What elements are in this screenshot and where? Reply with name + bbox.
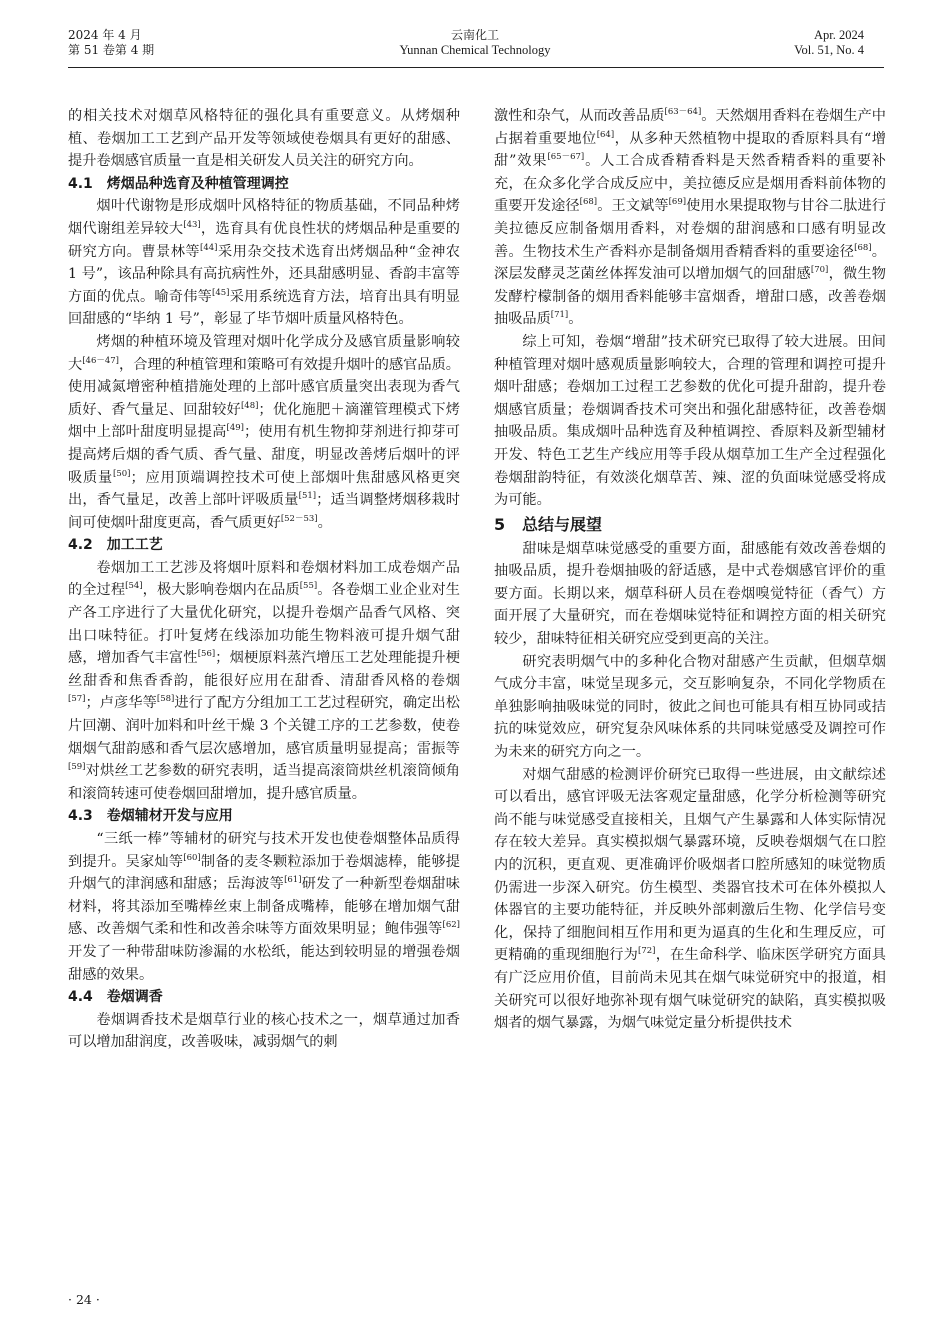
paragraph: 烟叶代谢物是形成烟叶风格特征的物质基础，不同品种烤烟代谢组差异较大[43]，选育具有优良性状的烤烟品种是重要的研究方向。曹景林等[44]采用杂交技术选育出烤烟品种“金神农 1 号”，该品种除具有高抗病性外，还具甜感明显、香韵丰富等方面的优点。喻奇伟等[45]采用系统选育方法，培育出具有明显回甜感的“毕纳 1 号”，彰显了毕节烟叶质量风格特色。	[68, 198, 460, 328]
header-date-cn: 2024 年 4 月	[68, 28, 142, 42]
citation: [49]	[226, 423, 244, 434]
citation: [63－64]	[664, 107, 702, 117]
section-heading-4-4: 4.4 卷烟调香	[68, 989, 163, 1006]
left-column	[68, 105, 460, 1054]
section-heading-4-2: 4.2 加工工艺	[68, 537, 163, 554]
journal-name-en: Yunnan Chemical Technology	[399, 43, 551, 57]
citation: [45]	[212, 287, 230, 298]
citation: [54]	[125, 581, 143, 592]
header-date-en: Apr. 2024	[814, 28, 864, 42]
paragraph: 对烟气甜感的检测评价研究已取得一些进展，由文献综述可以看出，感官评吸无法客观定量甜感，化学分析检测等研究尚不能与味觉感受直接相关，且烟气产生暴露和人体实际情况存在较大差异。真实模拟烟气暴露环境，反映卷烟烟气在口腔内的沉积，更直观、更准确评价吸烟者口腔所感知的味觉物质仍需进一步深入研究。仿生模型、类器官技术可在体外模拟人体器官的主要功能特征，并反映外部刺激后生物、化学信号变化，保持了细胞间相互作用和更为逼真的生化和生理反应，可更精确的重现细胞行为[72]，在生命科学、临床医学研究方面具有广泛应用价值，目前尚未见其在烟气味觉研究中的报道，相关研究可以很好地弥补现有烟气味觉研究的缺陷，真实模拟吸烟者的烟气暴露，为烟气味觉定量分析提供技术	[494, 766, 886, 1032]
citation: [71]	[550, 310, 569, 321]
citation: [55]	[299, 581, 318, 592]
section-title: 总结与展望	[522, 514, 603, 534]
citation: [60]	[183, 852, 201, 863]
citation: [70]	[810, 265, 829, 276]
citation: [62]	[442, 920, 460, 931]
citation: [64]	[596, 129, 615, 140]
citation: [48]	[240, 400, 259, 411]
section-heading-5	[494, 512, 886, 538]
header-volume-en: Vol. 51, No. 4	[794, 43, 864, 57]
header-rule	[68, 67, 884, 68]
citation: [50]	[113, 468, 131, 479]
citation: [51]	[298, 491, 317, 502]
citation: [69]	[668, 197, 687, 208]
paragraph: 激性和杂气，从而改善品质[63－64]。天然烟用香料在卷烟生产中占据着重要地位[64]，从多种天然植物中提取的香原料具有“增甜”效果[65－67]。人工合成香精香料是天然香精香料的重要补充，在众多化学合成反应中，美拉德反应是烟用香料前体物的重要开发途径[68]。王文斌等[69]使用水果提取物与甘谷二肽进行美拉德反应制备烟用香料，对卷烟的甜润感和口感有明显改善。生物技术生产香料亦是制备烟用香精香料的重要途径[68]。深层发酵灵芝菌丝体挥发油可以增加烟气的回甜感[70]，微生物发酵柠檬制备的烟用香料能够丰富烟香，增甜口感，改善卷烟抽吸品质[71]。	[494, 107, 886, 328]
paragraph: 研究表明烟气中的多种化合物对甜感产生贡献，但烟草烟气成分丰富，味觉呈现多元，交互影响复杂，不同化学物质在单独影响抽吸味觉的同时，彼此之间也可能具有相互协同或拮抗的味觉效应，研究复杂风味体系的共同味觉感受及调控可作为未来的研究方向之一。	[494, 653, 886, 761]
header-volume-cn: 第 51 卷第 4 期	[68, 43, 155, 57]
citation: [43]	[183, 219, 201, 230]
citation: [72]	[638, 946, 656, 957]
citation: [56]	[197, 649, 216, 660]
paragraph: 甜味是烟草味觉感受的重要方面，甜感能有效改善卷烟的抽吸品质，提升卷烟抽吸的舒适感，是中式卷烟感官评价的重要方面。长期以来，烟草科研人员在卷烟嗅觉特征（香气）方面开展了大量研究，而在卷烟味觉特征和调控方面的相关研究较少，甜味特征相关研究应受到更高的关注。	[494, 540, 886, 648]
citation: [61]	[284, 875, 302, 886]
citation: [44]	[200, 242, 218, 253]
citation: [68]	[854, 242, 872, 253]
paragraph: “三纸一棒”等辅材的研究与技术开发也使卷烟整体品质得到提升。吴家灿等[60]制备的麦冬颗粒添加于卷烟滤棒，能够提升烟气的津润感和甜感；岳海波等[61]研发了一种新型卷烟甜味材料，将其添加至嘴棒丝束上制备成嘴棒，能够在增加烟气甜感、改善烟气柔和性和改善余味等方面效果明显；鲍伟强等[62]开发了一种带甜味防渗漏的水松纸，能达到较明显的增强卷烟甜感的效果。	[68, 831, 460, 983]
journal-name-cn: 云南化工	[450, 28, 499, 42]
citation: [68]	[579, 197, 598, 208]
citation: [58]	[156, 694, 175, 705]
paragraph: 的相关技术对烟草风格特征的强化具有重要意义。从烤烟种植、卷烟加工工艺到产品开发等领域使卷烟具有更好的甜感、提升卷烟感官质量一直是相关研发人员关注的研究方向。	[68, 108, 460, 170]
citation: [65－67]	[547, 152, 585, 163]
section-heading-4-1: 4.1 烤烟品种选育及种植管理调控	[68, 175, 289, 192]
citation: [52－53]	[280, 513, 318, 524]
section-number: 5	[494, 514, 506, 534]
citation: [57]	[68, 694, 86, 705]
citation: [46－47]	[82, 355, 119, 366]
right-column	[494, 105, 886, 1035]
section-heading-4-3: 4.3 卷烟辅材开发与应用	[68, 808, 233, 825]
paragraph: 烤烟的种植环境及管理对烟叶化学成分及感官质量影响较大[46－47]，合理的种植管理和策略可有效提升烟叶的感官品质。使用减氮增密种植措施处理的上部叶感官质量突出表现为香气质好、香气量足、回甜较好[48]；优化施肥＋滴灌管理模式下烤烟中上部叶甜度明显提高[49]；使用有机生物抑芽剂进行抑芽可提高烤后烟的香气质、香气量、甜度，明显改善烤后烟叶的评吸质量[50]；应用顶端调控技术可使上部烟叶焦甜感风格更突出，香气量足，改善上部叶评吸质量[51]；适当调整烤烟移栽时间可使烟叶甜度更高，香气质更好[52－53]。	[68, 333, 460, 531]
paragraph: 卷烟加工工艺涉及将烟叶原料和卷烟材料加工成卷烟产品的全过程[54]，极大影响卷烟内在品质[55]。各卷烟工业企业对生产各工序进行了大量优化研究，以提升卷烟产品香气风格、突出口味特征。打叶复烤在线添加功能生物料液可提升烟气甜感，增加香气丰富性[56]；烟梗原料蒸汽增压工艺处理能提升梗丝甜香和焦香香韵，能很好应用在甜香、清甜香风格的卷烟[57]；卢彦华等[58]进行了配方分组加工工艺过程研究，确定出松片回潮、润叶加料和叶丝干燥 3 个关键工序的工艺参数，使卷烟烟气甜韵感和香气层次感增加，感官质量明显提高；雷振等[59]对烘丝工艺参数的研究表明，适当提高滚筒烘丝机滚筒倾角和滚筒转速可使卷烟回甜增加，提升感官质量。	[68, 559, 460, 802]
page-number: · 24 ·	[68, 1292, 100, 1307]
paragraph: 综上可知，卷烟“增甜”技术研究已取得了较大进展。田间种植管理对烟叶感观质量影响较大，合理的管理和调控可提升烟叶甜感；卷烟加工过程工艺参数的优化可提升甜韵，提升卷烟感官质量；卷烟调香技术可突出和强化甜感特征，改善卷烟抽吸品质。集成烟叶品种选育及种植调控、香原料及新型辅材开发、特色工艺生产线应用等手段从烟草加工生产全过程强化卷烟甜韵特征，有效淡化烟草苦、辣、涩的负面味觉感受将成为可能。	[494, 333, 886, 509]
citation: [59]	[68, 762, 86, 773]
paragraph: 卷烟调香技术是烟草行业的核心技术之一，烟草通过加香可以增加甜润度，改善吸味，减弱烟气的刺	[68, 1011, 460, 1051]
header-right	[794, 28, 864, 58]
